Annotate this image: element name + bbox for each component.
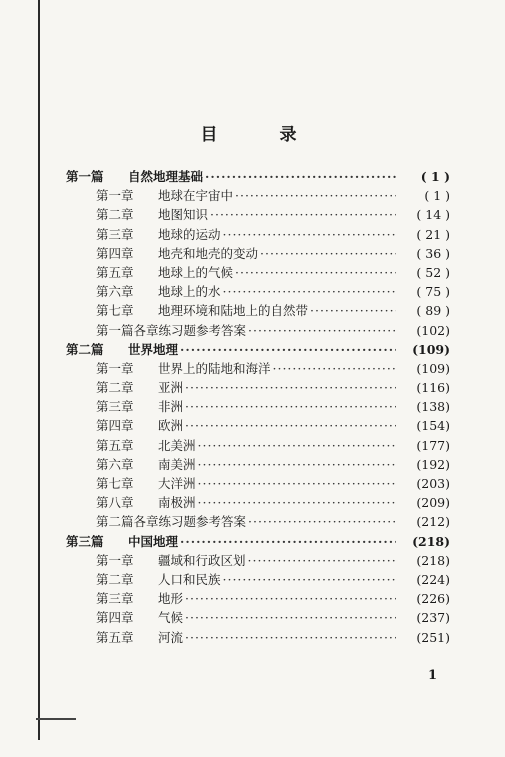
toc-chapter-entry [66, 589, 450, 608]
toc-chapter-entry [66, 608, 450, 627]
entry-number: 第二篇 [66, 341, 104, 357]
toc-chapter-entry [66, 282, 450, 301]
dot-leader [273, 359, 396, 378]
entry-title: 南美洲 [158, 456, 196, 472]
dot-leader [260, 244, 396, 263]
entry-page: (237) [416, 610, 450, 626]
dot-leader [248, 321, 396, 340]
entry-title: 疆域和行政区划 [158, 552, 246, 568]
entry-number: 第四章 [96, 245, 134, 261]
entry-page: (203) [416, 476, 450, 491]
entry-page: (177) [416, 437, 450, 453]
entry-page: ( 21 ) [416, 226, 450, 242]
entry-number: 第二章 [96, 571, 134, 587]
entry-page: (218) [416, 552, 450, 568]
entry-page: (109) [412, 341, 450, 357]
entry-title: 地球上的气候 [158, 264, 234, 280]
dot-leader [198, 455, 396, 474]
entry-number: 第六章 [96, 284, 134, 300]
entry-page: (116) [416, 380, 450, 396]
entry-page: (212) [416, 514, 450, 530]
entry-page: ( 36 ) [416, 245, 450, 261]
dot-leader [210, 205, 396, 224]
toc-chapter-entry [66, 474, 450, 493]
entry-number: 第二章 [96, 207, 134, 223]
toc-chapter-entry [66, 205, 450, 224]
entry-title: 地理环境和陆地上的自然带 [158, 303, 309, 319]
entry-number: 第二章 [96, 380, 134, 396]
toc-chapter-entry [66, 397, 450, 416]
toc-chapter-entry [66, 628, 450, 647]
dot-leader [205, 167, 396, 186]
dot-leader [185, 416, 396, 435]
entry-title: 欧洲 [158, 418, 184, 434]
entry-number: 第三篇 [66, 533, 104, 549]
toc-chapter-entry [66, 512, 450, 531]
page-number: 1 [428, 668, 438, 683]
entry-number: 第一章 [96, 360, 134, 376]
entry-title: 气候 [158, 610, 184, 626]
entry-title: 世界地理 [128, 341, 179, 357]
dot-leader [180, 532, 396, 551]
entry-number: 第八章 [96, 495, 134, 511]
toc-chapter-entry [66, 359, 450, 378]
entry-page: ( 1 ) [424, 188, 450, 204]
entry-number: 第七章 [96, 303, 134, 319]
dot-leader [198, 474, 396, 493]
entry-page: ( 52 ) [416, 264, 450, 280]
entry-title: 自然地理基础 [128, 169, 204, 184]
entry-number: 第五章 [96, 264, 134, 280]
toc-section-entry [66, 167, 450, 186]
entry-title: 中国地理 [128, 533, 179, 549]
entry-page: (138) [416, 399, 450, 415]
dot-leader [180, 340, 396, 359]
entry-page: (102) [416, 322, 450, 338]
entry-page: (109) [416, 360, 450, 376]
toc-chapter-entry [66, 436, 450, 455]
dot-leader [235, 263, 396, 282]
dot-leader [185, 608, 396, 627]
entry-title: 人口和民族 [158, 571, 221, 587]
entry-number: 第三章 [96, 226, 134, 242]
toc-section-entry [66, 532, 450, 551]
binding-mark [36, 718, 76, 720]
dot-leader [223, 570, 396, 589]
dot-leader [185, 397, 396, 416]
entry-title: 大洋洲 [158, 476, 196, 491]
toc-chapter-entry [66, 570, 450, 589]
entry-title: 亚洲 [158, 380, 184, 396]
dot-leader [223, 282, 396, 301]
entry-title: 北美洲 [158, 437, 196, 453]
entry-page: (218) [412, 533, 450, 549]
dot-leader [310, 301, 396, 320]
entry-title: 地球上的水 [158, 284, 221, 300]
dot-leader [185, 378, 396, 397]
dot-leader [185, 589, 396, 608]
entry-page: ( 75 ) [416, 284, 450, 300]
dot-leader [248, 551, 396, 570]
entry-number: 第七章 [96, 476, 134, 491]
entry-number: 第一章 [96, 188, 134, 204]
entry-page: (192) [416, 456, 450, 472]
toc-title: 目 录 [200, 125, 325, 145]
entry-title: 地球的运动 [158, 226, 221, 242]
dot-leader [185, 628, 396, 647]
toc-chapter-entry [66, 493, 450, 512]
entry-number: 第三章 [96, 591, 134, 607]
entry-title: 非洲 [158, 399, 184, 415]
entry-title: 世界上的陆地和海洋 [158, 360, 271, 376]
dot-leader [223, 225, 396, 244]
entry-title: 地球在宇宙中 [158, 188, 234, 204]
toc-chapter-entry [66, 321, 450, 340]
entry-title: 地形 [158, 591, 184, 607]
entry-page: ( 14 ) [416, 207, 450, 223]
toc-section-entry [66, 340, 450, 359]
table-of-contents [66, 167, 450, 647]
entry-page: (209) [416, 495, 450, 511]
entry-title: 第一篇各章练习题参考答案 [96, 322, 247, 338]
entry-number: 第四章 [96, 418, 134, 434]
toc-chapter-entry [66, 263, 450, 282]
entry-number: 第一篇 [66, 169, 104, 184]
dot-leader [248, 512, 396, 531]
dot-leader [235, 186, 396, 205]
entry-number: 第三章 [96, 399, 134, 415]
toc-chapter-entry [66, 301, 450, 320]
entry-number: 第一章 [96, 552, 134, 568]
toc-chapter-entry [66, 186, 450, 205]
entry-number: 第五章 [96, 629, 134, 645]
entry-page: (226) [416, 591, 450, 607]
toc-chapter-entry [66, 378, 450, 397]
toc-chapter-entry [66, 416, 450, 435]
dot-leader [198, 493, 396, 512]
entry-number: 第五章 [96, 437, 134, 453]
entry-title: 地图知识 [158, 207, 209, 223]
entry-title: 南极洲 [158, 495, 196, 511]
toc-chapter-entry [66, 244, 450, 263]
entry-page: ( 89 ) [416, 303, 450, 319]
entry-page: ( 1 ) [420, 169, 450, 184]
dot-leader [198, 436, 396, 455]
entry-page: (224) [416, 571, 450, 587]
toc-chapter-entry [66, 455, 450, 474]
entry-page: (251) [416, 629, 450, 645]
toc-chapter-entry [66, 225, 450, 244]
entry-title: 第二篇各章练习题参考答案 [96, 514, 247, 530]
entry-page: (154) [416, 418, 450, 434]
entry-number: 第四章 [96, 610, 134, 626]
binding-edge [38, 0, 40, 740]
entry-title: 地壳和地壳的变动 [158, 245, 259, 261]
toc-chapter-entry [66, 551, 450, 570]
entry-title: 河流 [158, 629, 184, 645]
entry-number: 第六章 [96, 456, 134, 472]
